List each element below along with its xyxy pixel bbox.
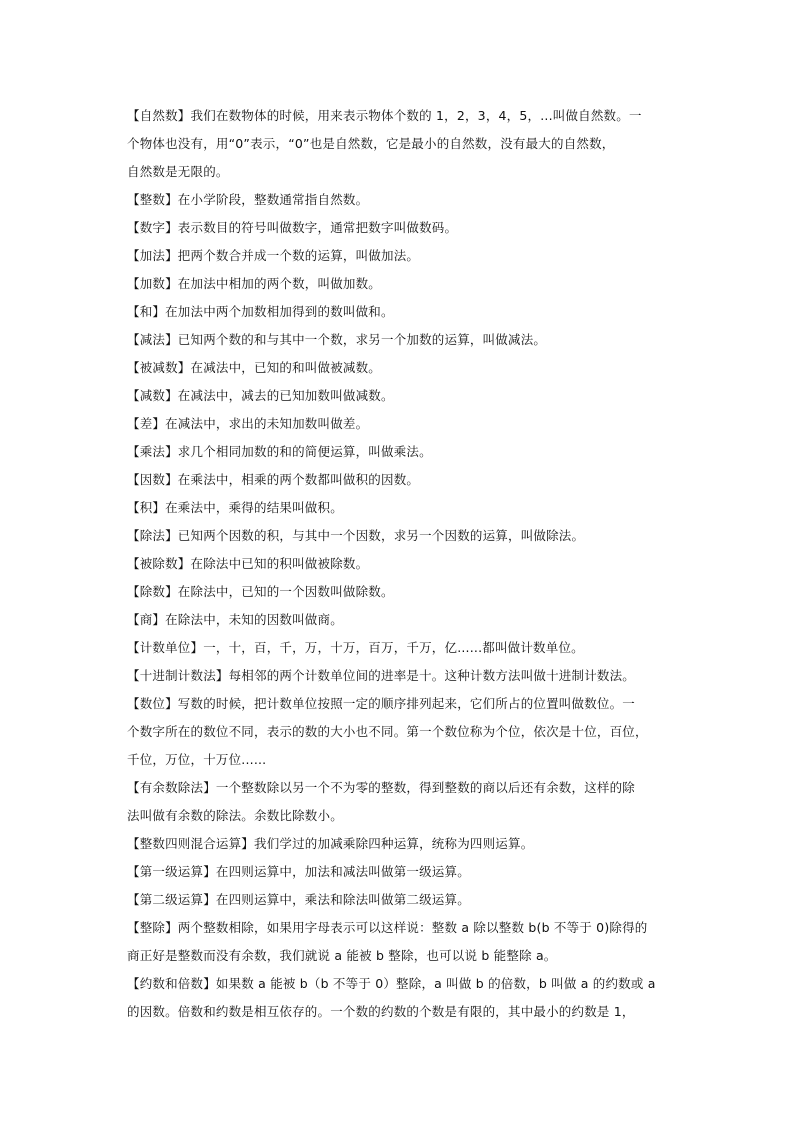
text-line: 【数字】表示数目的符号叫做数字，通常把数字叫做数码。 xyxy=(127,220,458,235)
text-line: 【和】在加法中两个加数相加得到的数叫做和。 xyxy=(127,304,394,319)
text-line: 【自然数】我们在数物体的时候，用来表示物体个数的 1，2，3，4，5，...叫做自然数。一 xyxy=(127,108,642,123)
text-line: 【减数】在减法中，减去的已知加数叫做减数。 xyxy=(127,388,394,403)
text-line: 【数位】写数的时候，把计数单位按照一定的顺序排列起来，它们所占的位置叫做数位。一 xyxy=(127,696,636,711)
text-line: 【除数】在除法中，已知的一个因数叫做除数。 xyxy=(127,584,394,599)
text-line: 【加法】把两个数合并成一个数的运算，叫做加法。 xyxy=(127,248,420,263)
text-line: 【积】在乘法中，乘得的结果叫做积。 xyxy=(127,500,343,515)
text-line: 【商】在除法中，未知的因数叫做商。 xyxy=(127,612,343,627)
text-line: 商正好是整数而没有余数，我们就说 a 能被 b 整除，也可以说 b 能整除 a。 xyxy=(127,948,557,963)
text-line: 【被除数】在除法中已知的积叫做被除数。 xyxy=(127,556,369,571)
text-line: 【计数单位】一，十，百，千，万，十万，百万，千万，亿......都叫做计数单位。 xyxy=(127,640,584,655)
text-line: 的因数。倍数和约数是相互依存的。一个数的约数的个数是有限的，其中最小的约数是 1， xyxy=(127,1004,635,1019)
text-line: 自然数是无限的。 xyxy=(127,164,229,179)
text-line: 【乘法】求几个相同加数的和的简便运算，叫做乘法。 xyxy=(127,444,432,459)
text-line: 【被减数】在减法中，已知的和叫做被减数。 xyxy=(127,360,382,375)
text-line: 【十进制计数法】每相邻的两个计数单位间的进率是十。这种计数方法叫做十进制计数法。 xyxy=(127,668,636,683)
text-line: 千位，万位，十万位...... xyxy=(127,752,267,767)
text-line: 【第一级运算】在四则运算中，加法和减法叫做第一级运算。 xyxy=(127,864,470,879)
text-line: 【差】在减法中，求出的未知加数叫做差。 xyxy=(127,416,369,431)
text-line: 【除法】已知两个因数的积，与其中一个因数，求另一个因数的运算，叫做除法。 xyxy=(127,528,585,543)
text-line: 【减法】已知两个数的和与其中一个数，求另一个加数的运算，叫做减法。 xyxy=(127,332,547,347)
document-body xyxy=(127,102,687,1026)
text-line: 【整除】两个整数相除，如果用字母表示可以这样说：整数 a 除以整数 b(b 不等于 0)除得的 xyxy=(127,920,648,935)
text-line: 【加数】在加法中相加的两个数，叫做加数。 xyxy=(127,276,382,291)
text-line: 【有余数除法】一个整数除以另一个不为零的整数，得到整数的商以后还有余数，这样的除 xyxy=(127,780,636,795)
text-line: 【整数】在小学阶段，整数通常指自然数。 xyxy=(127,192,369,207)
text-line: 【整数四则混合运算】我们学过的加减乘除四种运算，统称为四则运算。 xyxy=(127,836,534,851)
text-line: 【因数】在乘法中，相乘的两个数都叫做积的因数。 xyxy=(127,472,420,487)
text-line: 个物体也没有，用“0”表示，“0”也是自然数，它是最小的自然数，没有最大的自然数， xyxy=(127,136,615,151)
text-line: 个数字所在的数位不同，表示的数的大小也不同。第一个数位称为个位，依次是十位，百位， xyxy=(127,724,648,739)
text-line: 【第二级运算】在四则运算中，乘法和除法叫做第二级运算。 xyxy=(127,892,470,907)
text-line: 法叫做有余数的除法。余数比除数小。 xyxy=(127,808,343,823)
text-line: 【约数和倍数】如果数 a 能被 b（b 不等于 0）整除，a 叫做 b 的倍数，b 叫做 a 的约数或 a xyxy=(127,976,656,991)
